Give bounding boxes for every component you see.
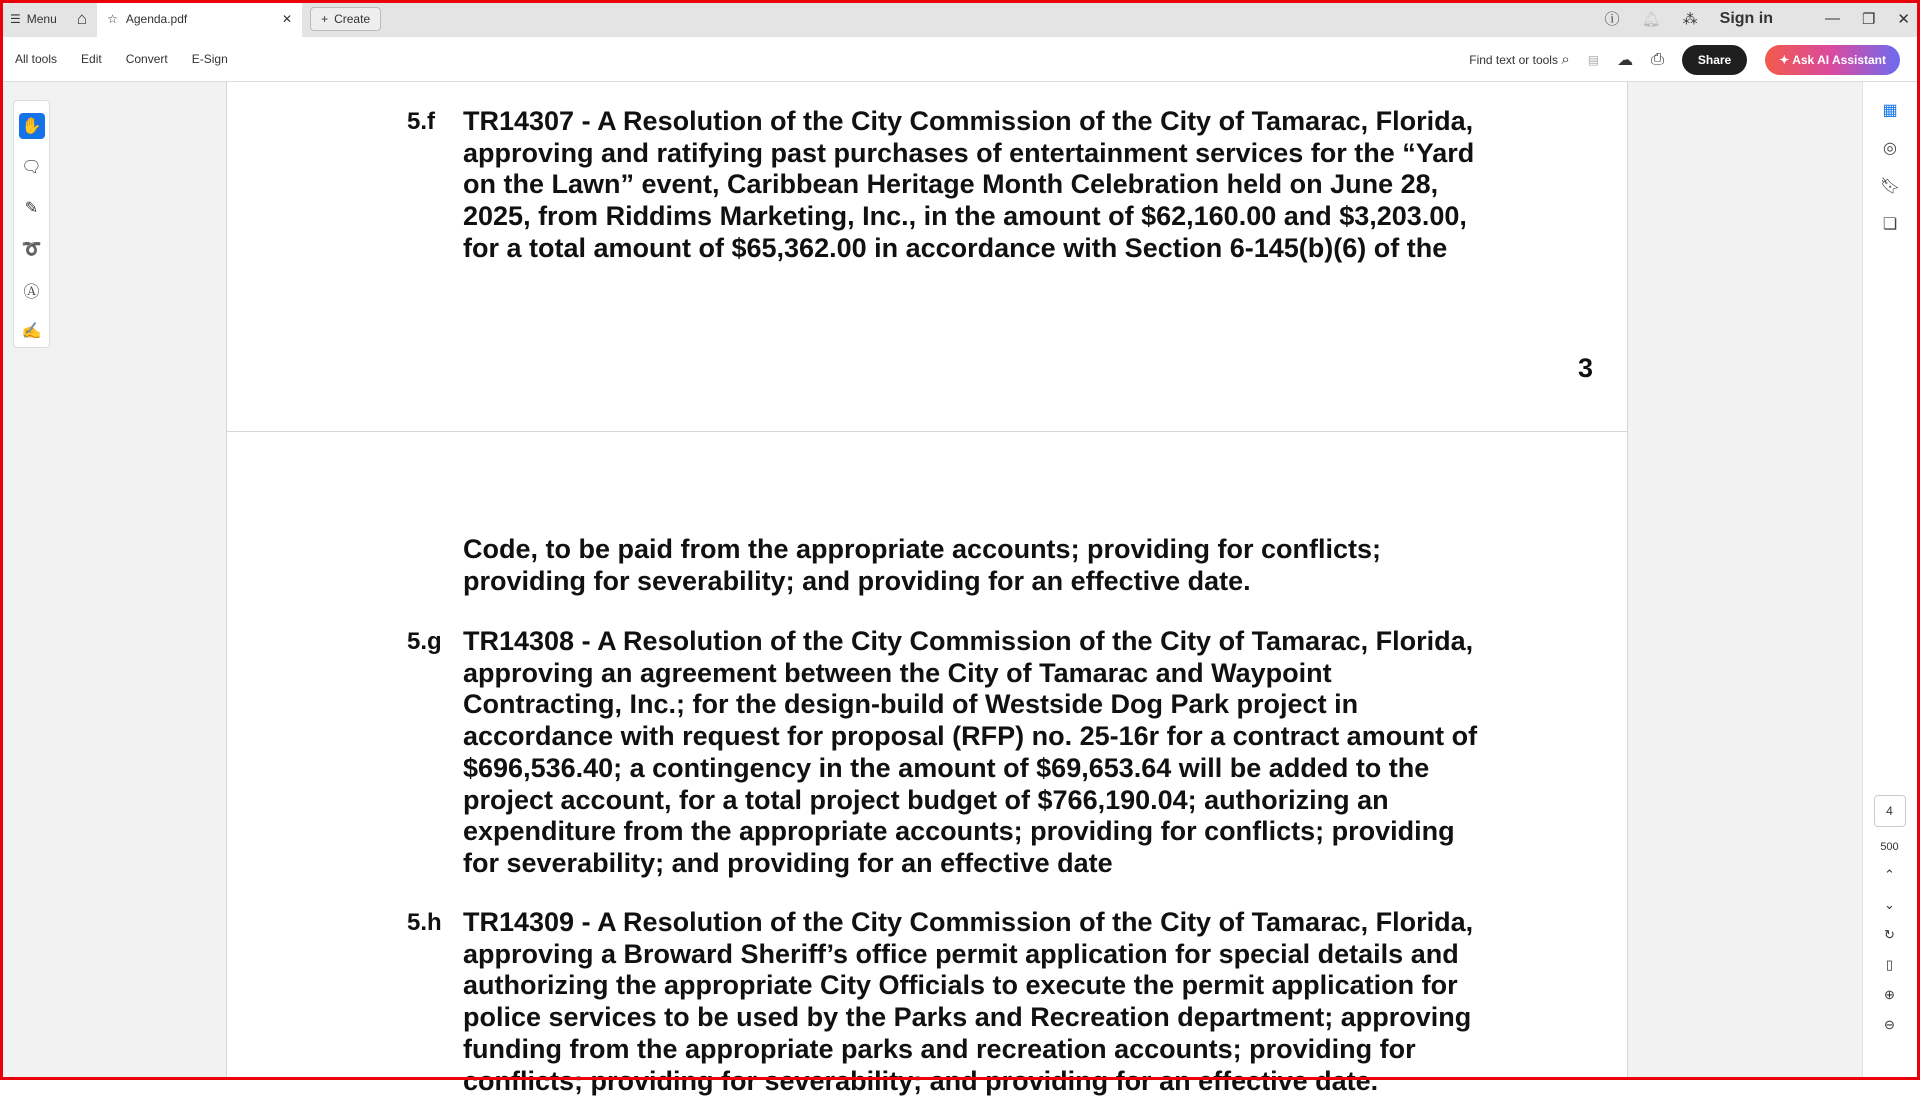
document-text-line: conflicts; providing for severability; and providing for an effective date. (463, 1066, 1378, 1097)
document-text-line: Contracting, Inc.; for the design-build of Westside Dog Park project in (463, 689, 1358, 721)
close-tab-icon[interactable]: ✕ (282, 12, 292, 26)
minimize-icon[interactable]: — (1825, 10, 1840, 27)
menu-all-tools[interactable]: All tools (15, 52, 57, 66)
document-text-line: approving and ratifying past purchases of entertainment services for the “Yard (463, 138, 1474, 170)
document-text-line: 2025, from Riddims Marketing, Inc., in the amount of $62,160.00 and $3,203.00, (463, 201, 1467, 233)
hand-tool-icon[interactable]: ✋ (19, 113, 45, 139)
document-text-line: for severability; and providing for an effective date (463, 848, 1113, 880)
draw-lasso-icon[interactable]: ➰ (19, 236, 45, 262)
ai-summary-icon[interactable]: ▦ (1882, 100, 1897, 120)
document-text-line: approving a Broward Sheriff’s office permit application for special details and (463, 939, 1459, 971)
total-pages: 500 (1880, 841, 1898, 853)
document-text-line: TR14309 - A Resolution of the City Commission of the City of Tamarac, Florida, (463, 907, 1473, 939)
page-number-input[interactable]: 4 (1874, 795, 1906, 827)
apps-icon[interactable]: ⁂ (1683, 10, 1698, 28)
star-icon[interactable]: ☆ (107, 12, 118, 26)
bell-icon[interactable]: 🔔︎ (1642, 10, 1661, 28)
document-text-line: TR14308 - A Resolution of the City Commission of the City of Tamarac, Florida, (463, 626, 1473, 658)
comment-icon[interactable]: 🗨︎ (19, 154, 45, 180)
menu-button[interactable]: ☰ Menu (0, 0, 67, 37)
share-button[interactable]: Share (1682, 45, 1747, 75)
home-icon: ⌂ (77, 9, 87, 29)
left-tool-strip (13, 100, 50, 348)
text-select-icon[interactable]: Ⓐ (19, 277, 45, 303)
menu-convert[interactable]: Convert (126, 52, 168, 66)
menu-edit[interactable]: Edit (81, 52, 102, 66)
tab-bar (0, 0, 1920, 37)
document-text-line: TR14307 - A Resolution of the City Commission of the City of Tamarac, Florida, (463, 106, 1473, 138)
zoom-out-icon[interactable]: ⊖ (1884, 1017, 1895, 1033)
item-number: 5.f (407, 108, 435, 136)
ai-icon: ✦ (1779, 53, 1792, 67)
close-window-icon[interactable]: ✕ (1897, 10, 1910, 28)
fit-page-icon[interactable]: ▯ (1886, 957, 1893, 973)
document-text-line: approving an agreement between the City of Tamarac and Waypoint (463, 658, 1332, 690)
item-number: 5.g (407, 628, 442, 656)
refresh-icon[interactable]: ↻ (1884, 927, 1895, 943)
toolbar (0, 37, 1920, 82)
pages-icon[interactable]: ❏ (1883, 214, 1897, 234)
document-text-line: project account, for a total project budget of $766,190.04; authorizing an (463, 785, 1389, 817)
page-navigation (1862, 795, 1917, 1033)
page-number: 3 (1578, 353, 1593, 385)
upload-cloud-icon[interactable]: ☁ (1617, 50, 1633, 70)
sign-icon[interactable]: ✍ (19, 318, 45, 344)
sign-in-button[interactable]: Sign in (1720, 10, 1773, 28)
chevron-down-icon[interactable]: ⌄ (1884, 897, 1895, 913)
find-input[interactable]: Find text or tools ⌕ (1469, 51, 1569, 68)
document-text-line: providing for severability; and providing for an effective date. (463, 566, 1251, 598)
document-text-line: for a total amount of $65,362.00 in accordance with Section 6-145(b)(6) of the (463, 233, 1447, 265)
document-text-line: on the Lawn” event, Caribbean Heritage Month Celebration held on June 28, (463, 169, 1438, 201)
tab-agenda[interactable]: ☆ Agenda.pdf ✕ (97, 0, 302, 37)
help-icon[interactable]: ⓘ (1605, 8, 1620, 29)
ask-ai-button[interactable]: ✦ Ask AI Assistant (1765, 45, 1900, 75)
highlight-pen-icon[interactable]: ✎ (19, 195, 45, 221)
home-button[interactable] (67, 0, 97, 37)
plus-icon: + (321, 12, 328, 26)
hamburger-icon: ☰ (10, 12, 21, 26)
comments-panel-icon[interactable]: ◎ (1883, 138, 1897, 158)
document-text-line: Code, to be paid from the appropriate accounts; providing for conflicts; (463, 534, 1381, 566)
print-icon[interactable]: ⎙ (1651, 51, 1664, 69)
document-text-line: authorizing the appropriate City Officials to execute the permit application for (463, 970, 1458, 1002)
create-button[interactable]: + Create (310, 7, 381, 31)
bookmarks-icon[interactable]: 🔖︎ (1880, 176, 1900, 196)
item-number: 5.h (407, 909, 442, 937)
document-text-line: accordance with request for proposal (RFP) no. 25-16r for a contract amount of (463, 721, 1477, 753)
zoom-in-icon[interactable]: ⊕ (1884, 987, 1895, 1003)
document-text-line: $696,536.40; a contingency in the amount of $69,653.64 will be added to the (463, 753, 1429, 785)
save-icon[interactable]: ▤ (1588, 53, 1599, 67)
restore-icon[interactable]: ❐ (1862, 10, 1875, 28)
search-icon: ⌕ (1561, 51, 1569, 68)
menu-esign[interactable]: E-Sign (192, 52, 228, 66)
chevron-up-icon[interactable]: ⌃ (1884, 867, 1895, 883)
document-text-line: funding from the appropriate parks and recreation accounts; providing for (463, 1034, 1416, 1066)
document-text-line: police services to be used by the Parks and Recreation department; approving (463, 1002, 1471, 1034)
document-text-line: expenditure from the appropriate accounts; providing for conflicts; providing (463, 816, 1455, 848)
